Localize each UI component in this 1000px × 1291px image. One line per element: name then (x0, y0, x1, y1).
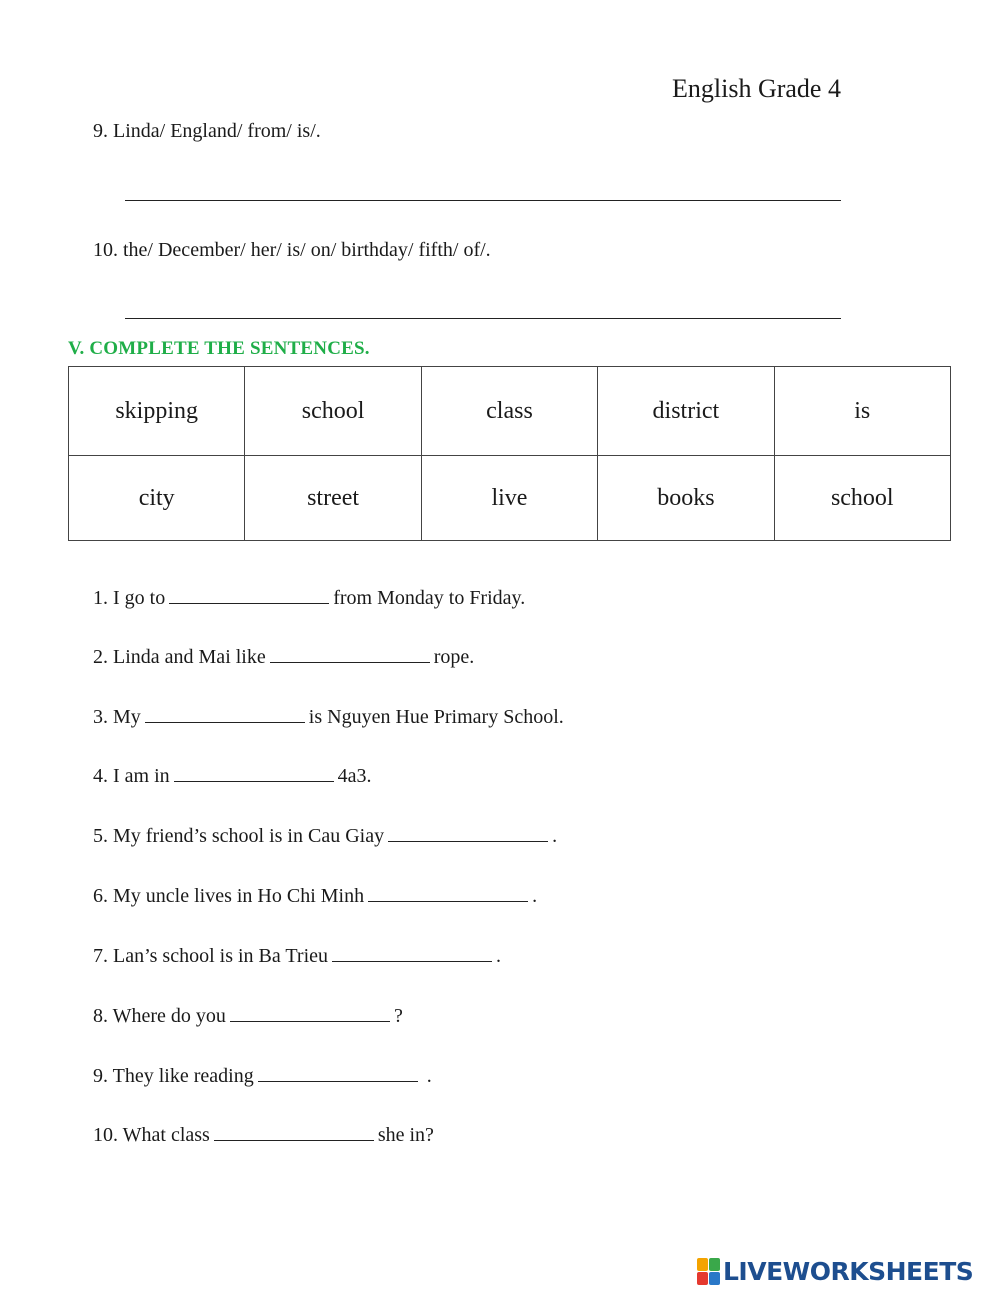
word-bank-cell: street (245, 456, 421, 541)
answer-blank[interactable] (230, 1005, 390, 1022)
sentence-8 (93, 1005, 403, 1028)
sentence-text: she in? (377, 1124, 434, 1146)
sentence-1 (93, 587, 525, 610)
logo-text: LIVEWORKSHEETS (723, 1256, 974, 1286)
word-bank-row (69, 367, 951, 456)
logo-mark-tile (709, 1272, 720, 1285)
word-bank-cell: class (421, 367, 597, 456)
sentence-text: . (552, 825, 558, 847)
logo-mark-tile (697, 1258, 708, 1271)
sentence-text: 4. I am in (93, 765, 170, 787)
sentence-text: 9. They like reading (93, 1065, 254, 1087)
word-bank-cell: skipping (69, 367, 245, 456)
word-bank-cell: books (598, 456, 774, 541)
sentence-text: 5. My friend’s school is in Cau Giay (93, 825, 385, 847)
sentence-text: ? (393, 1005, 403, 1027)
liveworksheets-mark-icon (697, 1258, 720, 1285)
section-heading: V. COMPLETE THE SENTENCES. (68, 338, 370, 359)
answer-line-10[interactable] (125, 318, 841, 319)
answer-blank[interactable] (388, 825, 548, 842)
sentence-text: . (532, 885, 538, 907)
answer-blank[interactable] (145, 706, 305, 723)
sentence-9 (93, 1065, 432, 1088)
answer-blank[interactable] (214, 1124, 374, 1141)
sentence-6 (93, 885, 537, 908)
word-bank-cell: school (245, 367, 421, 456)
word-bank-cell: live (421, 456, 597, 541)
sentence-10 (93, 1124, 434, 1147)
answer-blank[interactable] (258, 1065, 418, 1082)
logo-mark-tile (697, 1272, 708, 1285)
sentence-text: . (496, 945, 502, 967)
logo-mark-tile (709, 1258, 720, 1271)
sentence-text: rope. (433, 646, 475, 668)
page-title: English Grade 4 (672, 74, 841, 103)
sentence-text: 3. My (93, 706, 141, 728)
word-bank-cell: school (774, 456, 950, 541)
sentence-2 (93, 646, 474, 669)
sentence-7 (93, 945, 501, 968)
sentence-text: 1. I go to (93, 587, 166, 609)
answer-line-9[interactable] (125, 200, 841, 201)
sentence-text: . (421, 1065, 432, 1087)
word-bank-row (69, 456, 951, 541)
answer-blank[interactable] (368, 885, 528, 902)
answer-blank[interactable] (332, 945, 492, 962)
answer-blank[interactable] (174, 765, 334, 782)
sentence-text: 4a3. (337, 765, 372, 787)
reorder-question-9: 9. Linda/ England/ from/ is/. (93, 120, 321, 142)
liveworksheets-logo[interactable] (697, 1256, 973, 1286)
word-bank-table (68, 366, 951, 541)
reorder-question-10: 10. the/ December/ her/ is/ on/ birthday/ fifth/ of/. (93, 239, 491, 261)
word-bank-cell: is (774, 367, 950, 456)
sentence-text: 8. Where do you (93, 1005, 226, 1027)
sentence-text: from Monday to Friday. (333, 587, 526, 609)
word-bank-cell: district (598, 367, 774, 456)
sentence-text: 7. Lan’s school is in Ba Trieu (93, 945, 329, 967)
sentence-4 (93, 765, 372, 788)
answer-blank[interactable] (270, 646, 430, 663)
sentence-text: 6. My uncle lives in Ho Chi Minh (93, 885, 365, 907)
word-bank-cell: city (69, 456, 245, 541)
sentence-text: 2. Linda and Mai like (93, 646, 266, 668)
sentence-3 (93, 706, 564, 729)
sentence-text: is Nguyen Hue Primary School. (308, 706, 564, 728)
sentence-5 (93, 825, 557, 848)
sentence-text: 10. What class (93, 1124, 210, 1146)
answer-blank[interactable] (169, 587, 329, 604)
